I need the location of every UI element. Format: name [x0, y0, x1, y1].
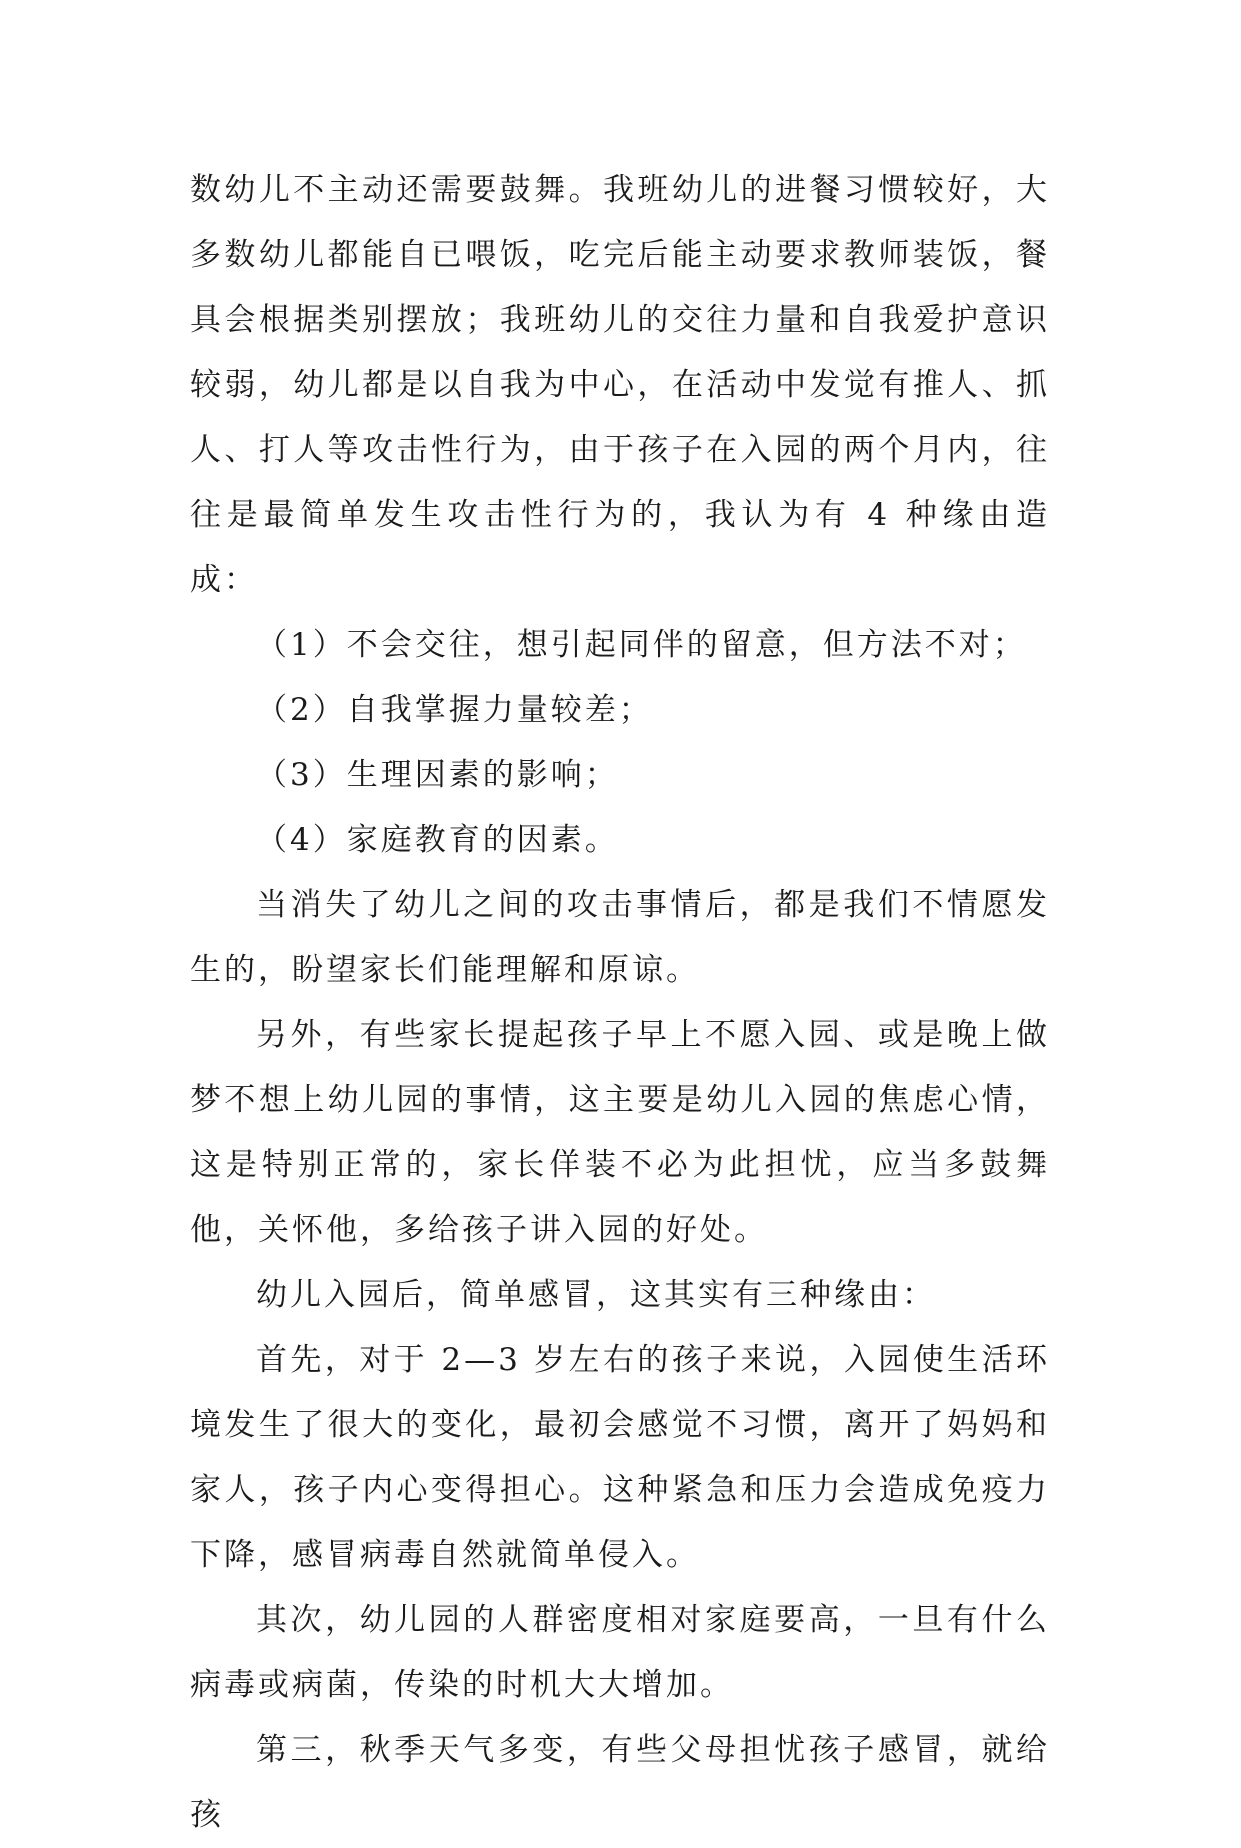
list-item-2: （2）自我掌握力量较差；	[256, 692, 653, 728]
paragraph-7: 第三，秋季天气多变，有些父母担忧孩子感冒，就给孩	[190, 1732, 1050, 1833]
paragraph-6: 其次，幼儿园的人群密度相对家庭要高，一旦有什么病毒或病菌，传染的时机大大增加。	[190, 1602, 1050, 1703]
paragraph-5: 首先，对于 2—3 岁左右的孩子来说，入园使生活环境发生了很大的变化，最初会感觉不习惯，离开了妈妈和家人，孩子内心变得担心。这种紧急和压力会造成免疫力下降，感冒病毒自然就简单侵入。	[190, 1342, 1050, 1573]
paragraph-1: 数幼儿不主动还需要鼓舞。我班幼儿的进餐习惯较好，大多数幼儿都能自已喂饭，吃完后能主动要求教师装饭，餐具会根据类别摆放；我班幼儿的交往力量和自我爱护意识较弱，幼儿都是以自我为中心，在活动中发觉有推人、抓人、打人等攻击性行为，由于孩子在入园的两个月内，往往是最简单发生攻击性行为的，我认为有 4 种缘由造成：	[190, 172, 1050, 598]
paragraph-2: 当消失了幼儿之间的攻击事情后，都是我们不情愿发生的，盼望家长们能理解和原谅。	[190, 887, 1050, 988]
list-item-3: （3）生理因素的影响；	[256, 757, 619, 793]
paragraph-3: 另外，有些家长提起孩子早上不愿入园、或是晚上做梦不想上幼儿园的事情，这主要是幼儿入园的焦虑心情，这是特别正常的，家长佯装不必为此担忧，应当多鼓舞他，关怀他，多给孩子讲入园的好处。	[190, 1017, 1050, 1248]
document-body	[190, 158, 1050, 1848]
list-item-4: （4）家庭教育的因素。	[256, 822, 619, 858]
paragraph-4: 幼儿入园后，简单感冒，这其实有三种缘由：	[256, 1277, 936, 1313]
list-item-1: （1）不会交往，想引起同伴的留意，但方法不对；	[256, 627, 1027, 663]
